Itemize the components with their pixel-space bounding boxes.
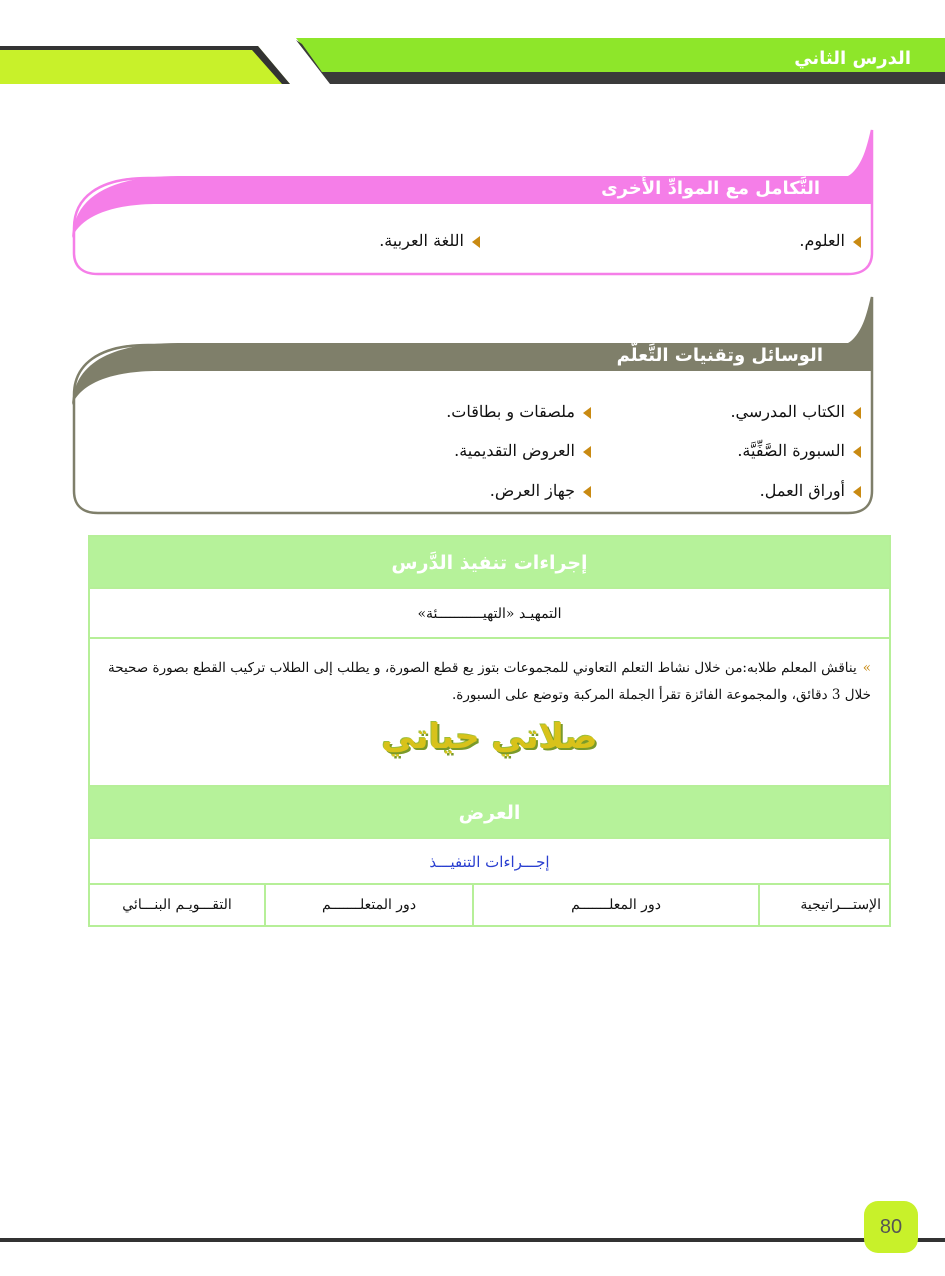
column-teacher-role: دور المعلـــــــم <box>472 885 758 925</box>
column-learner-role: دور المتعلـــــــم <box>264 885 472 925</box>
tools-title: الوسائل وتقنيات التَّعلُّم <box>616 345 823 366</box>
calligraphy-image: صلاتي حياتي <box>381 717 598 757</box>
integration-title: التَّكامل مع الموادِّ الأُخرى <box>601 178 820 199</box>
column-formative-assessment: التقـــويـم البنـــائي <box>122 897 232 913</box>
tools-item-5: العروض التقديمية. <box>454 441 591 460</box>
footer-line <box>0 1238 870 1242</box>
integration-box <box>68 128 876 280</box>
bullet-arrow-icon <box>472 236 480 248</box>
bullet-arrow-icon <box>853 446 861 458</box>
lesson-title: الدرس الثاني <box>794 48 911 69</box>
tools-item-6: جهاز العرض. <box>490 481 591 500</box>
bullet-arrow-icon <box>583 446 591 458</box>
bullet-arrow-icon <box>853 236 861 248</box>
columns-header-row <box>90 885 889 925</box>
integration-item-2: اللغة العربية. <box>379 231 480 250</box>
intro-content <box>90 639 889 787</box>
procedures-title: إجراءات تنفيذ الدَّرس <box>90 537 889 589</box>
intro-label: التمهيـد «التهيـــــــــــئة» <box>90 589 889 639</box>
bullet-arrow-icon <box>583 407 591 419</box>
integration-item-1: العلوم. <box>799 231 861 250</box>
presentation-title: العرض <box>90 787 889 839</box>
footer-line-right <box>915 1238 945 1242</box>
column-strategy: الإستـــراتيجية <box>758 885 889 925</box>
tools-item-1: الكتاب المدرسي. <box>730 402 861 421</box>
procedures-table <box>88 535 891 927</box>
tools-item-4: ملصقات و بطاقات. <box>446 402 591 421</box>
bullet-arrow-icon <box>853 486 861 498</box>
tools-item-3: أوراق العمل. <box>760 481 861 500</box>
bullet-arrow-icon <box>583 486 591 498</box>
intro-paragraph: »يناقش المعلم طلابه:من خلال نشاط التعلم التعاوني للمجموعات بتوز يع قطع الصورة، و يطلب إلى الطلاب تركيب القطع بصورة صحيحة خلال 3 دقائق، والمجموعة الفائزة تقرأ الجملة المركبة وتوضع على السبورة. <box>108 660 871 703</box>
execution-label: إجـــراءات التنفيـــذ <box>90 839 889 885</box>
tools-item-2: السبورة الصَّفِّيَّة. <box>737 441 861 460</box>
bullet-arrow-icon <box>853 407 861 419</box>
paragraph-mark: » <box>862 660 871 676</box>
page-number: 80 <box>864 1201 918 1253</box>
